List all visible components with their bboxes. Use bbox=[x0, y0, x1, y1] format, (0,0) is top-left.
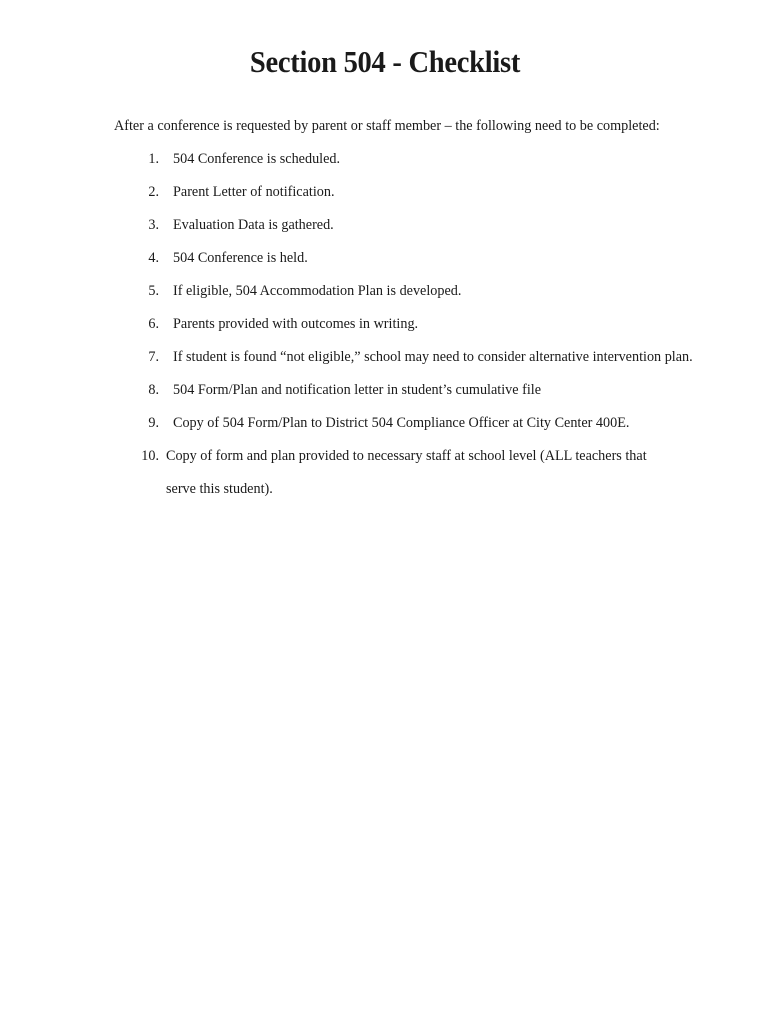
item-number: 3. bbox=[148, 217, 159, 233]
item-text: 504 Conference is held. bbox=[173, 250, 308, 266]
item-number: 4. bbox=[148, 250, 159, 266]
item-number: 9. bbox=[148, 415, 159, 431]
checklist bbox=[114, 150, 734, 521]
item-text: Parents provided with outcomes in writing. bbox=[173, 316, 419, 332]
checklist-item-4 bbox=[114, 249, 734, 267]
item-text: Copy of 504 Form/Plan to District 504 Compliance Officer at City Center 400E. bbox=[173, 415, 630, 431]
item-text: Evaluation Data is gathered. bbox=[173, 217, 334, 233]
checklist-item-7 bbox=[114, 348, 734, 366]
item-text: If student is found “not eligible,” school may need to consider alternative intervention plan. bbox=[173, 349, 693, 365]
item-number: 5. bbox=[148, 283, 159, 299]
item-number: 1. bbox=[148, 151, 159, 167]
checklist-item-6 bbox=[114, 315, 734, 333]
item-number: 2. bbox=[148, 184, 159, 200]
checklist-item-9 bbox=[114, 414, 734, 432]
checklist-item-8 bbox=[114, 381, 734, 399]
checklist-item-10 bbox=[114, 447, 734, 506]
item-number: 6. bbox=[148, 316, 159, 332]
checklist-item-3 bbox=[114, 216, 734, 234]
item-number: 7. bbox=[148, 349, 159, 365]
checklist-item-5 bbox=[114, 282, 734, 300]
item-text: Copy of form and plan provided to necessary staff at school level (ALL teachers that serve this student). bbox=[166, 448, 647, 497]
item-number: 10. bbox=[141, 448, 159, 464]
item-text: 504 Conference is scheduled. bbox=[173, 151, 341, 167]
item-text: Parent Letter of notification. bbox=[173, 184, 335, 200]
intro-text: After a conference is requested by parent or staff member – the following need to be completed: bbox=[114, 118, 660, 134]
item-number: 8. bbox=[148, 382, 159, 398]
page-title: Section 504 - Checklist bbox=[249, 44, 521, 79]
checklist-item-2 bbox=[114, 183, 734, 201]
checklist-item-1 bbox=[114, 150, 734, 168]
item-text: If eligible, 504 Accommodation Plan is developed. bbox=[173, 283, 462, 299]
item-text: 504 Form/Plan and notification letter in student’s cumulative file bbox=[173, 382, 542, 398]
